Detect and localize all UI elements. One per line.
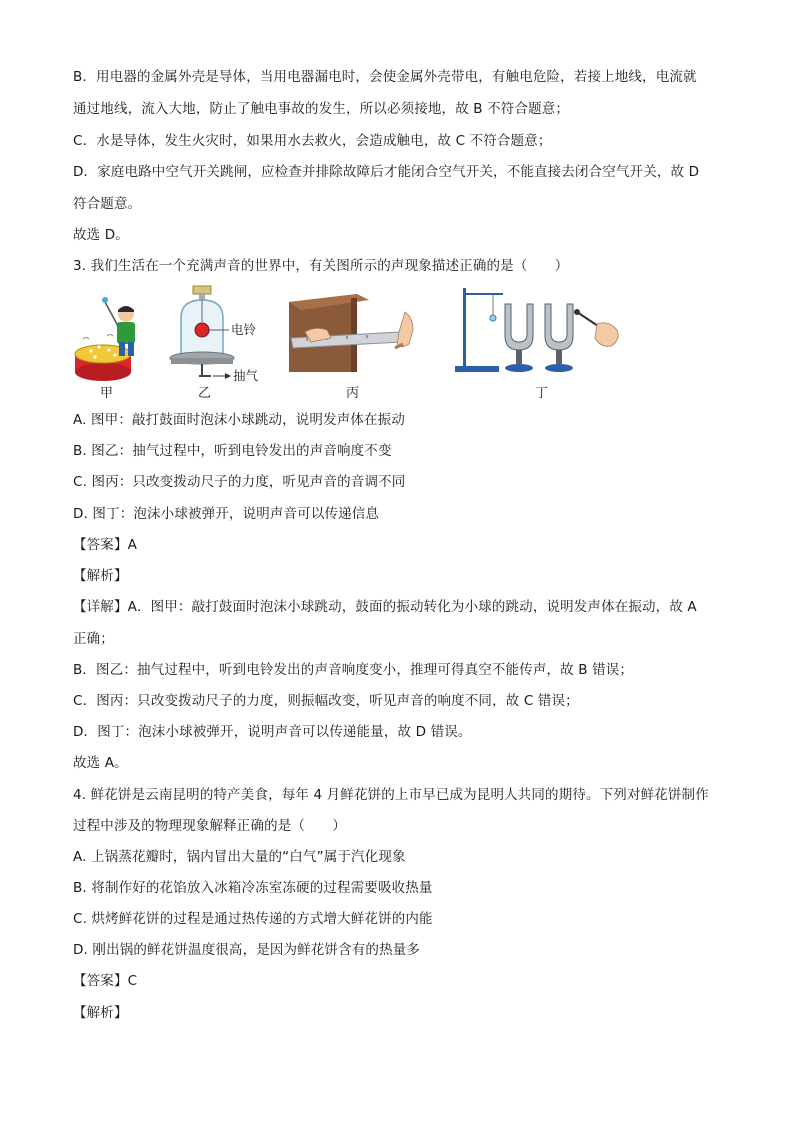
analysis-label: 【解析】 bbox=[73, 1005, 128, 1021]
analysis-label: 【解析】 bbox=[73, 568, 128, 584]
text-line: B．用电器的金属外壳是导体，当用电器漏电时，会使金属外壳带电，有触电危险，若接上地线，电流就 bbox=[73, 69, 697, 85]
answer-label: 【答案】C bbox=[73, 973, 138, 989]
option-c: C. 烘烤鲜花饼的过程是通过热传递的方式增大鲜花饼的内能 bbox=[73, 911, 433, 927]
bell-label: 电铃 bbox=[231, 322, 257, 337]
caption-yi: 乙 bbox=[198, 386, 212, 401]
option-b: B. 将制作好的花馅放入冰箱冷冻室冻硬的过程需要吸收热量 bbox=[73, 880, 433, 896]
tuning-fork-figure bbox=[453, 284, 628, 384]
pump-label: 抽气 bbox=[233, 368, 259, 383]
caption-jia: 甲 bbox=[100, 386, 114, 401]
option-c: C. 图丙：只改变拨动尺子的力度，听见声音的音调不同 bbox=[73, 474, 406, 490]
ruler-figure bbox=[287, 292, 437, 384]
option-a: A. 图甲：敲打鼓面时泡沫小球跳动，说明发声体在振动 bbox=[73, 412, 405, 428]
caption-bing: 丙 bbox=[346, 386, 360, 401]
text-line: 过程中涉及的物理现象解释正确的是（ ） bbox=[73, 818, 346, 834]
answer-label: 【答案】A bbox=[73, 537, 137, 553]
text-line: 【详解】A．图甲：敲打鼓面时泡沫小球跳动，鼓面的振动转化为小球的跳动，说明发声体在振动，故 A bbox=[73, 599, 697, 615]
text-line: C．图丙：只改变拨动尺子的力度，则振幅改变，听见声音的响度不同，故 C 错误； bbox=[73, 693, 579, 709]
drum-figure bbox=[73, 284, 153, 384]
text-line: D．图丁：泡沫小球被弹开，说明声音可以传递能量，故 D 错误。 bbox=[73, 724, 472, 740]
caption-ding: 丁 bbox=[535, 386, 549, 401]
text-line: C．水是导体，发生火灾时，如果用水去救火，会造成触电，故 C 不符合题意； bbox=[73, 133, 552, 149]
text-line: D．家庭电路中空气开关跳闸，应检查并排除故障后才能闭合空气开关，不能直接去闭合空气开关，故 D bbox=[73, 164, 700, 180]
text-line: 故选 D。 bbox=[73, 227, 129, 243]
option-d: D. 刚出锅的鲜花饼温度很高，是因为鲜花饼含有的热量多 bbox=[73, 942, 421, 958]
text-line: 故选 A。 bbox=[73, 755, 128, 771]
question-3-stem: 3. 我们生活在一个充满声音的世界中，有关图所示的声现象描述正确的是（ ） bbox=[73, 258, 569, 274]
text-line: 符合题意。 bbox=[73, 196, 142, 212]
option-b: B. 图乙：抽气过程中，听到电铃发出的声音响度不变 bbox=[73, 443, 392, 459]
text-line: 正确； bbox=[73, 631, 114, 647]
question-4-stem: 4. 鲜花饼是云南昆明的特产美食，每年 4 月鲜花饼的上市早已成为昆明人共同的期待。下列对鲜花饼制作 bbox=[73, 787, 709, 803]
text-line: B．图乙：抽气过程中，听到电铃发出的声音响度变小，推理可得真空不能传声，故 B 错误； bbox=[73, 662, 634, 678]
option-d: D. 图丁：泡沫小球被弹开，说明声音可以传递信息 bbox=[73, 506, 380, 522]
text-line: 通过地线，流入大地，防止了触电事故的发生，所以必须接地，故 B 不符合题意； bbox=[73, 101, 570, 117]
option-a: A. 上锅蒸花瓣时，锅内冒出大量的“白气”属于汽化现象 bbox=[73, 849, 406, 865]
figure-row bbox=[73, 284, 633, 408]
